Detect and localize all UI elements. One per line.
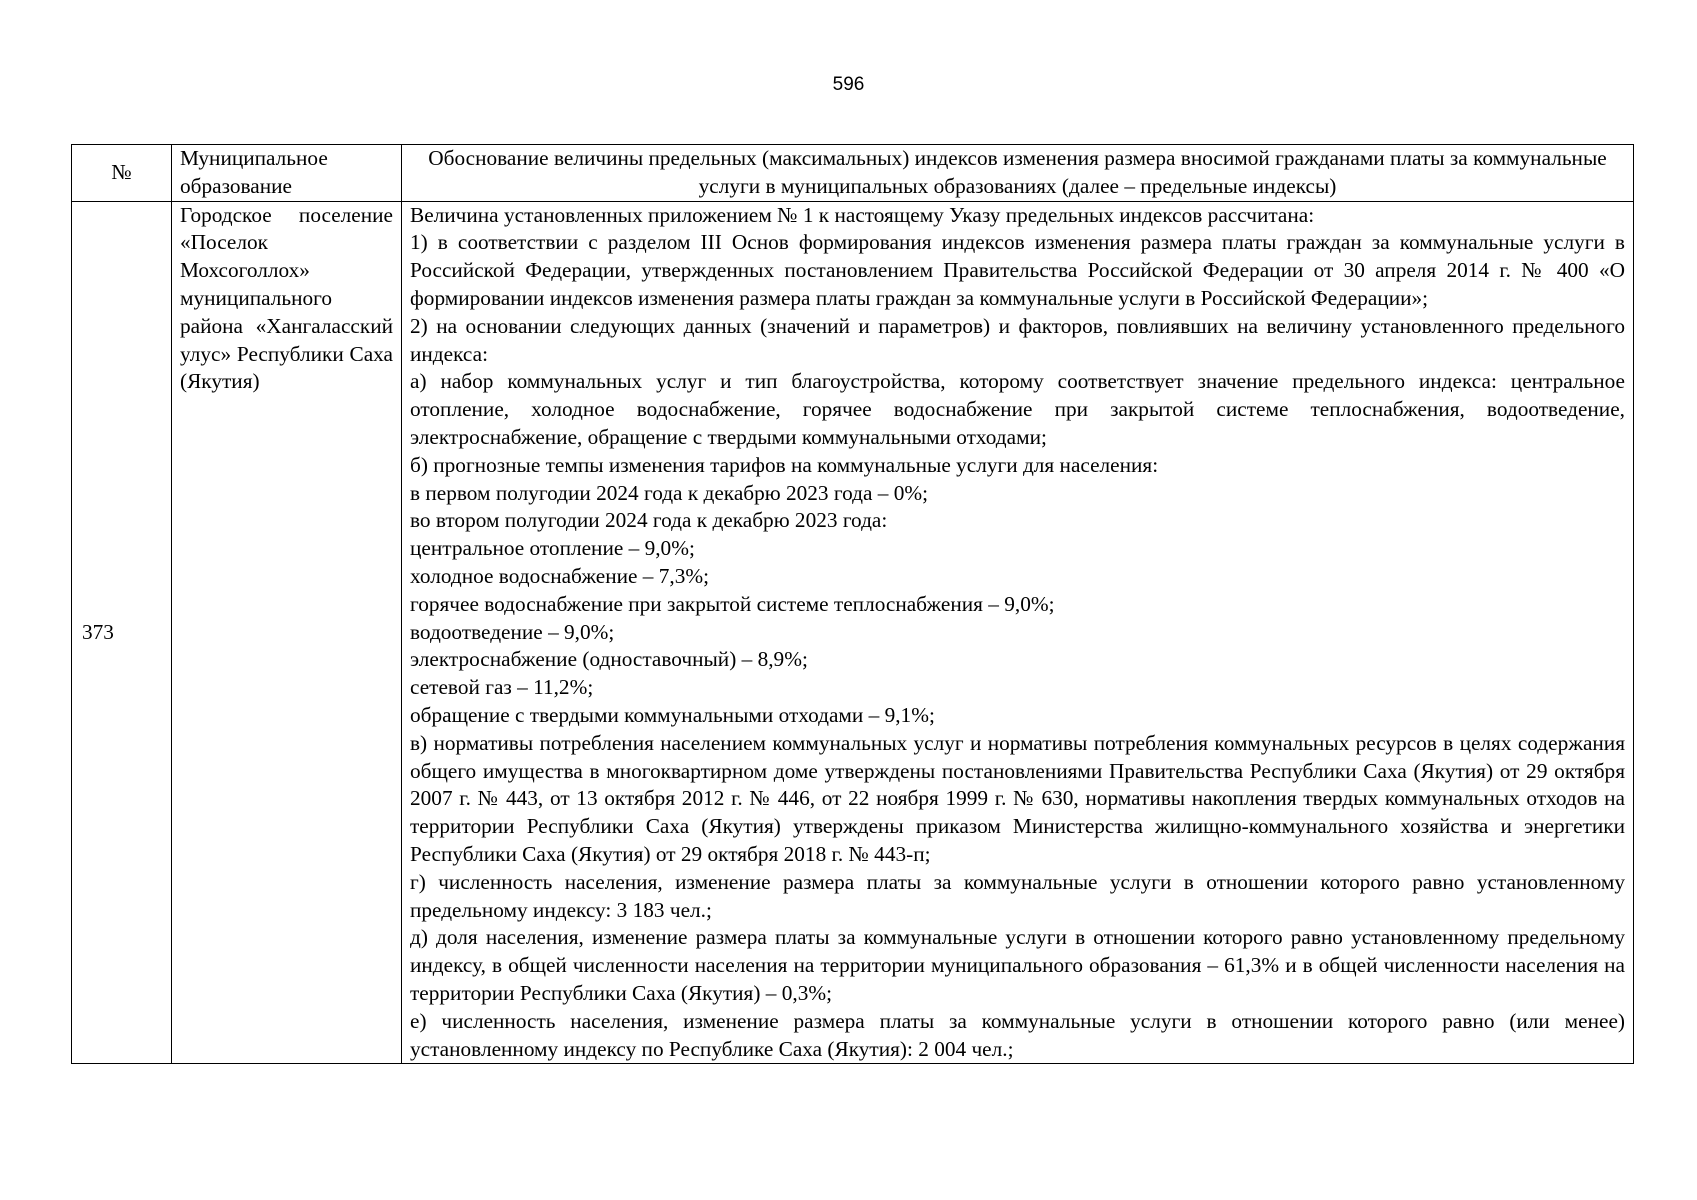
table-row bbox=[72, 201, 1634, 1064]
header-municipality: Муниципальное образование bbox=[172, 145, 402, 202]
page-number: 596 bbox=[832, 74, 865, 95]
tariff-heating: центральное отопление – 9,0%; bbox=[410, 536, 695, 561]
table-header-row bbox=[72, 145, 1634, 202]
row-justification bbox=[402, 201, 1634, 1064]
tariff-drainage: водоотведение – 9,0%; bbox=[410, 619, 615, 644]
justification-item-1: 1) в соответствии с разделом III Основ формирования индексов изменения размера платы граждан за коммунальные услуги в Российской Федерации, утвержденных постановлением Правительства Российской Федерации от 30 апреля 2014 г. № 400 «О формировании индексов изменения размера платы граждан за коммунальные услуги в Российской Федерации»; bbox=[410, 230, 1625, 310]
justification-item-g: г) численность населения, изменение размера платы за коммунальные услуги в отношении которого равно установленному предельному индексу: 3 183 чел.; bbox=[410, 869, 1625, 922]
justification-item-d: д) доля населения, изменение размера платы за коммунальные услуги в отношении которого равно установленному предельному индексу, в общей численности населения на территории муниципального образования – 61,3% и в общей численности населения на территории Республики Саха (Якутия) – 0,3%; bbox=[410, 925, 1625, 1005]
justification-item-a: а) набор коммунальных услуг и тип благоустройства, которому соответствует значение предельного индекса: центральное отопление, холодное водоснабжение, горячее водоснабжение при закрытой системе теплоснабжения, водоотведение, электроснабжение, обращение с твердыми коммунальными отходами; bbox=[410, 369, 1625, 449]
tariff-hot-water: горячее водоснабжение при закрытой системе теплоснабжения – 9,0%; bbox=[410, 591, 1055, 616]
justification-item-2: 2) на основании следующих данных (значений и параметров) и факторов, повлиявших на величину установленного предельного индекса: bbox=[410, 313, 1625, 366]
justification-item-b: б) прогнозные темпы изменения тарифов на коммунальные услуги для населения: bbox=[410, 452, 1159, 477]
row-municipality: Городское поселение «Поселок Мохсоголлох» муниципального района «Хангаласский улус» Республики Саха (Якутия) bbox=[172, 201, 402, 1064]
justification-intro: Величина установленных приложением № 1 к настоящему Указу предельных индексов рассчитана: bbox=[410, 202, 1315, 227]
tariff-second-half: во втором полугодии 2024 года к декабрю 2023 года: bbox=[410, 508, 888, 533]
tariff-first-half: в первом полугодии 2024 года к декабрю 2023 года – 0%; bbox=[410, 480, 929, 505]
tariff-cold-water: холодное водоснабжение – 7,3%; bbox=[410, 563, 710, 588]
tariff-electricity: электроснабжение (одноставочный) – 8,9%; bbox=[410, 647, 808, 672]
tariff-solid-waste: обращение с твердыми коммунальными отходами – 9,1%; bbox=[410, 702, 935, 727]
row-number: 373 bbox=[72, 201, 172, 1064]
header-number: № bbox=[72, 145, 172, 202]
justification-item-v: в) нормативы потребления населением коммунальных услуг и нормативы потребления коммунальных ресурсов в целях содержания общего имущества в многоквартирном доме утверждены постановлениями Правительства Республики Саха (Якутия) от 29 октября 2007 г. № 443, от 13 октября 2012 г. № 446, от 22 ноября 1999 г. № 630, нормативы накопления твердых коммунальных отходов на территории Республики Саха (Якутия) утверждены приказом Министерства жилищно-коммунального хозяйства и энергетики Республики Саха (Якутия) от 29 октября 2018 г. № 443-п; bbox=[410, 730, 1625, 866]
header-justification: Обоснование величины предельных (максимальных) индексов изменения размера вносимой гражданами платы за коммунальные услуги в муниципальных образованиях (далее – предельные индексы) bbox=[402, 145, 1634, 202]
justification-item-e: е) численность населения, изменение размера платы за коммунальные услуги в отношении которого равно (или менее) установленному индексу по Республике Саха (Якутия): 2 004 чел.; bbox=[410, 1008, 1625, 1061]
tariff-gas: сетевой газ – 11,2%; bbox=[410, 675, 594, 700]
index-justification-table bbox=[71, 144, 1634, 1064]
